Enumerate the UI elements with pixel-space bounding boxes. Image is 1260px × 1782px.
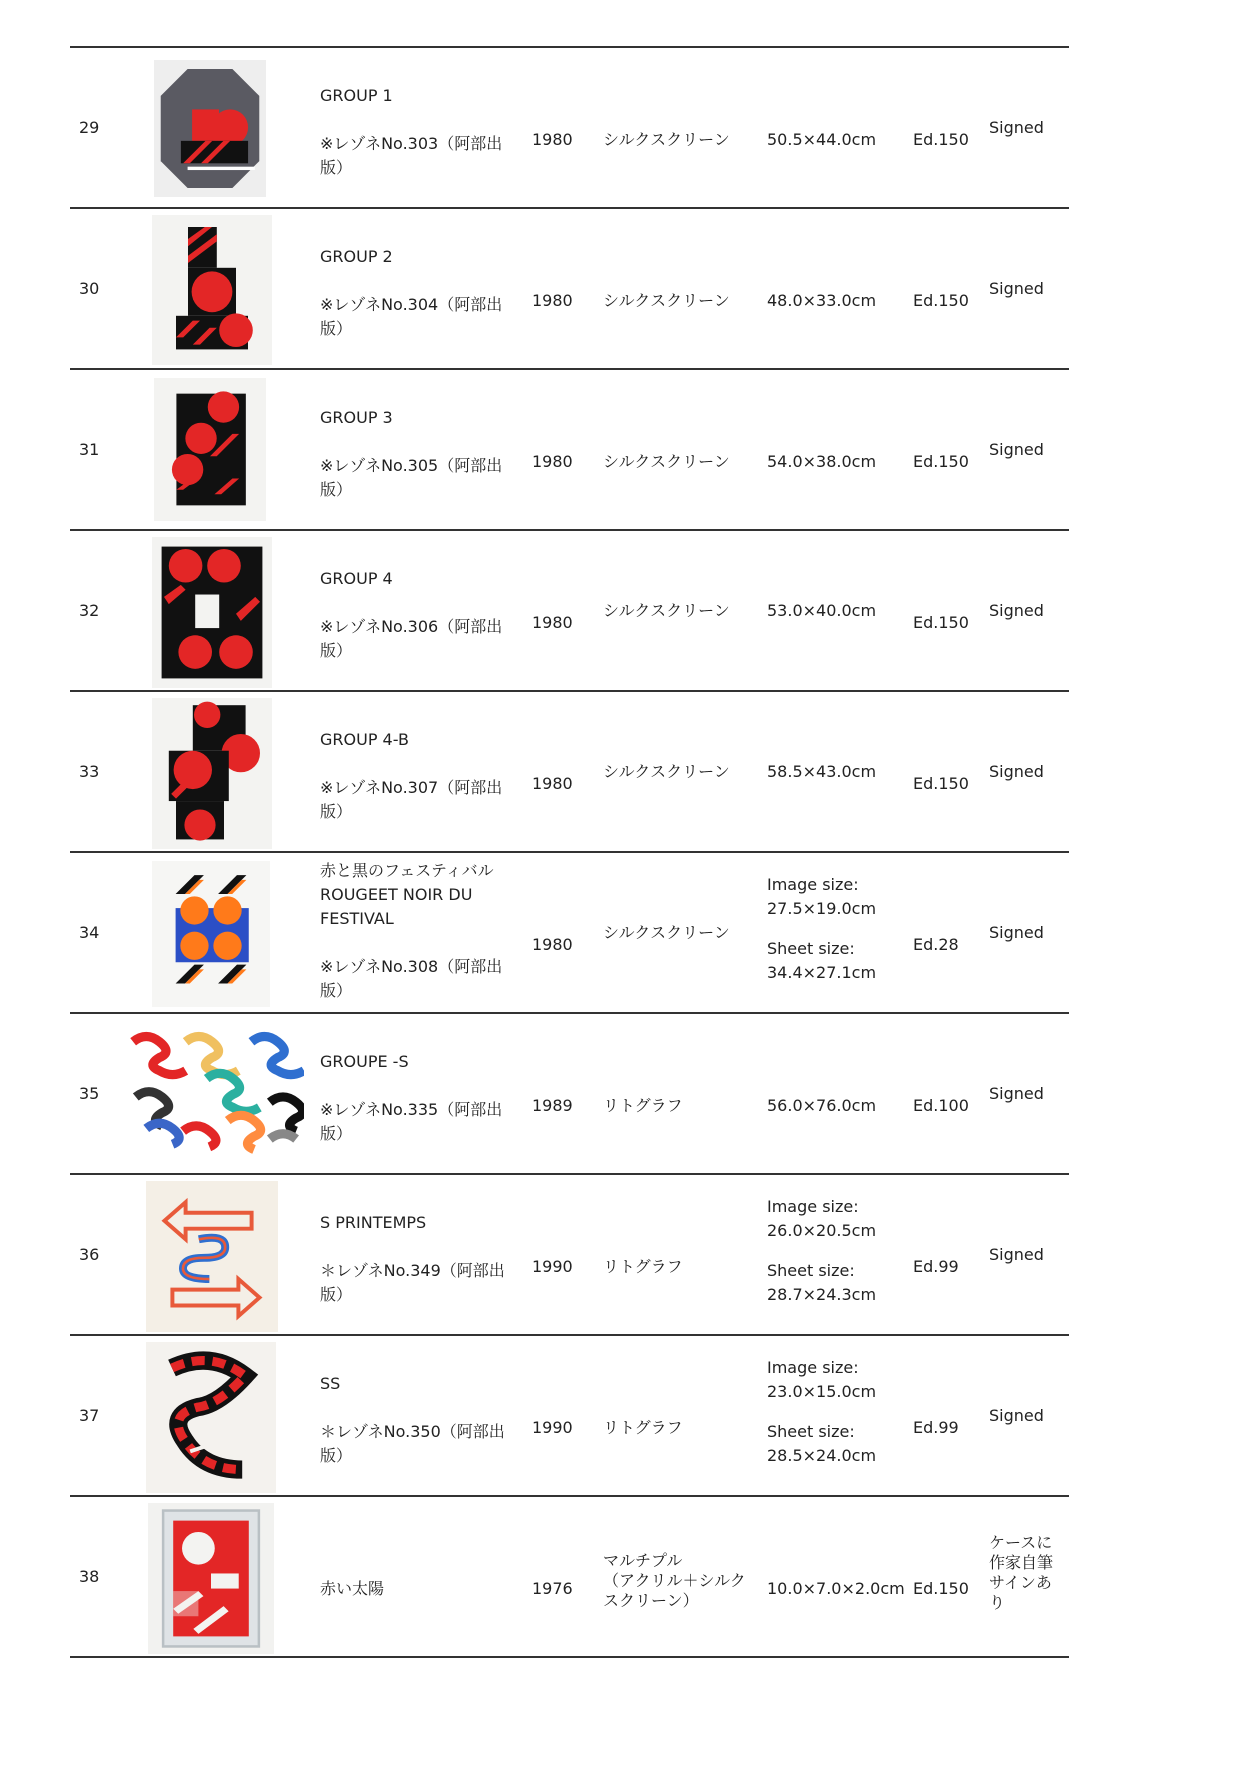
edition: Ed.150	[913, 1579, 969, 1598]
artwork-thumbnail	[146, 1181, 278, 1332]
technique-line: マルチプル	[603, 1551, 683, 1570]
year: 1976	[532, 1579, 573, 1598]
edition: Ed.28	[913, 935, 959, 954]
edition: Ed.150	[913, 774, 969, 793]
title-line: ROUGEET NOIR DU	[320, 885, 473, 904]
title-line: GROUP 4-B	[320, 730, 409, 749]
signature-note: Signed	[989, 601, 1044, 620]
title-spacer	[320, 430, 520, 454]
size-line: Image size:	[767, 1197, 859, 1216]
edition: Ed.150	[913, 452, 969, 471]
technique-line: シルクスクリーン	[603, 291, 730, 310]
artwork-title	[320, 567, 520, 663]
raisonne-reference: ※レゾネNo.304（阿部出版）	[320, 295, 503, 338]
technique-line: シルクスクリーン	[603, 762, 730, 781]
dimensions	[767, 289, 907, 313]
artwork-thumbnail	[148, 1503, 274, 1654]
row-number: 34	[79, 923, 100, 942]
dimensions	[767, 1195, 907, 1307]
table-row	[70, 209, 1069, 368]
artwork-title	[320, 1577, 520, 1601]
size-line: 48.0×33.0cm	[767, 291, 877, 310]
row-number: 37	[79, 1406, 100, 1425]
technique	[603, 760, 753, 784]
technique	[603, 599, 753, 623]
year: 1989	[532, 1096, 573, 1115]
raisonne-reference: ※レゾネNo.303（阿部出版）	[320, 134, 503, 177]
year: 1990	[532, 1257, 573, 1276]
artwork-title	[320, 859, 520, 1003]
technique	[603, 289, 753, 313]
size-spacer	[767, 921, 907, 937]
technique	[603, 1551, 753, 1611]
technique	[603, 450, 753, 474]
title-spacer	[320, 1074, 520, 1098]
title-line: 赤い太陽	[320, 1579, 385, 1598]
artwork-thumbnail	[120, 1026, 304, 1160]
raisonne-reference: ※レゾネNo.305（阿部出版）	[320, 456, 503, 499]
raisonne-reference: ※レゾネNo.335（阿部出版）	[320, 1100, 503, 1143]
table-row	[70, 1336, 1069, 1495]
raisonne-reference: ＊レゾネNo.350（阿部出版）	[320, 1422, 505, 1465]
dimensions	[767, 599, 907, 623]
artwork-title	[320, 728, 520, 824]
signature-note: Signed	[989, 440, 1044, 459]
size-line: Image size:	[767, 1358, 859, 1377]
technique	[603, 1255, 753, 1279]
technique-line: リトグラフ	[603, 1257, 683, 1276]
size-spacer	[767, 1243, 907, 1259]
technique-line: シルクスクリーン	[603, 130, 730, 149]
technique	[603, 1416, 753, 1440]
title-spacer	[320, 108, 520, 132]
edition: Ed.150	[913, 613, 969, 632]
artwork-thumbnail	[152, 537, 272, 688]
row-number: 31	[79, 440, 100, 459]
size-line: 28.5×24.0cm	[767, 1446, 877, 1465]
table-row	[70, 853, 1069, 1012]
artwork-thumbnail	[152, 861, 270, 1007]
year: 1980	[532, 452, 573, 471]
technique	[603, 128, 753, 152]
size-line: Sheet size:	[767, 1261, 855, 1280]
dimensions	[767, 1356, 907, 1468]
artwork-thumbnail	[154, 378, 266, 521]
table-row	[70, 48, 1069, 207]
table-row	[70, 1497, 1069, 1656]
year: 1980	[532, 291, 573, 310]
title-spacer	[320, 1235, 520, 1259]
dimensions	[767, 1577, 907, 1601]
row-number: 33	[79, 762, 100, 781]
table-row	[70, 370, 1069, 529]
signature-note: Signed	[989, 1084, 1044, 1103]
title-line: GROUPE -S	[320, 1052, 409, 1071]
raisonne-reference: ※レゾネNo.306（阿部出版）	[320, 617, 503, 660]
artwork-title	[320, 1050, 520, 1146]
title-spacer	[320, 752, 520, 776]
edition: Ed.100	[913, 1096, 969, 1115]
size-line: 34.4×27.1cm	[767, 963, 877, 982]
signature-note: Signed	[989, 118, 1044, 137]
dimensions	[767, 450, 907, 474]
year: 1990	[532, 1418, 573, 1437]
title-spacer	[320, 1396, 520, 1420]
title-line: GROUP 4	[320, 569, 393, 588]
size-line: 27.5×19.0cm	[767, 899, 877, 918]
artwork-title	[320, 406, 520, 502]
year: 1980	[532, 613, 573, 632]
technique-line: （アクリル＋シルク	[603, 1571, 746, 1590]
raisonne-reference: ＊レゾネNo.349（阿部出版）	[320, 1261, 505, 1304]
signature-note: ケースに作家自筆サインあり	[989, 1533, 1054, 1612]
dimensions	[767, 873, 907, 985]
row-number: 32	[79, 601, 100, 620]
size-line: 23.0×15.0cm	[767, 1382, 877, 1401]
year: 1980	[532, 130, 573, 149]
row-divider	[70, 1656, 1069, 1658]
size-line: 53.0×40.0cm	[767, 601, 877, 620]
size-line: 54.0×38.0cm	[767, 452, 877, 471]
edition: Ed.150	[913, 130, 969, 149]
dimensions	[767, 1094, 907, 1118]
artwork-thumbnail	[152, 698, 272, 849]
size-line: 28.7×24.3cm	[767, 1285, 877, 1304]
year: 1980	[532, 935, 573, 954]
title-spacer	[320, 931, 520, 955]
technique-line: シルクスクリーン	[603, 923, 730, 942]
artwork-thumbnail	[152, 215, 272, 365]
row-number: 30	[79, 279, 100, 298]
row-number: 38	[79, 1567, 100, 1586]
artwork-thumbnail	[154, 60, 266, 197]
technique	[603, 921, 753, 945]
edition: Ed.150	[913, 291, 969, 310]
technique-line: シルクスクリーン	[603, 452, 730, 471]
signature-note: Signed	[989, 923, 1044, 942]
table-row	[70, 531, 1069, 690]
title-line: FESTIVAL	[320, 909, 394, 928]
size-line: 50.5×44.0cm	[767, 130, 877, 149]
title-line: GROUP 2	[320, 247, 393, 266]
size-spacer	[767, 1404, 907, 1420]
signature-note: Signed	[989, 1406, 1044, 1425]
size-line: Sheet size:	[767, 1422, 855, 1441]
size-line: 56.0×76.0cm	[767, 1096, 877, 1115]
title-line: SS	[320, 1374, 341, 1393]
size-line: Sheet size:	[767, 939, 855, 958]
edition: Ed.99	[913, 1418, 959, 1437]
raisonne-reference: ※レゾネNo.308（阿部出版）	[320, 957, 503, 1000]
year: 1980	[532, 774, 573, 793]
title-line: 赤と黒のフェスティバル	[320, 861, 494, 880]
table-row	[70, 692, 1069, 851]
size-line: 26.0×20.5cm	[767, 1221, 877, 1240]
title-spacer	[320, 591, 520, 615]
signature-note: Signed	[989, 1245, 1044, 1264]
technique	[603, 1094, 753, 1118]
title-spacer	[320, 269, 520, 293]
artwork-title	[320, 245, 520, 341]
dimensions	[767, 128, 907, 152]
technique-line: シルクスクリーン	[603, 601, 730, 620]
raisonne-reference: ※レゾネNo.307（阿部出版）	[320, 778, 503, 821]
signature-note: Signed	[989, 279, 1044, 298]
technique-line: リトグラフ	[603, 1096, 683, 1115]
row-number: 35	[79, 1084, 100, 1103]
artwork-thumbnail	[146, 1342, 276, 1493]
artwork-title	[320, 1211, 520, 1307]
technique-line: スクリーン）	[603, 1591, 699, 1610]
title-line: S PRINTEMPS	[320, 1213, 427, 1232]
edition: Ed.99	[913, 1257, 959, 1276]
size-line: 10.0×7.0×2.0cm	[767, 1579, 905, 1598]
artwork-title	[320, 84, 520, 180]
row-number: 36	[79, 1245, 100, 1264]
signature-note: Signed	[989, 762, 1044, 781]
artwork-title	[320, 1372, 520, 1468]
title-line: GROUP 1	[320, 86, 393, 105]
technique-line: リトグラフ	[603, 1418, 683, 1437]
size-line: 58.5×43.0cm	[767, 762, 877, 781]
table-row	[70, 1014, 1069, 1173]
title-line: GROUP 3	[320, 408, 393, 427]
size-line: Image size:	[767, 875, 859, 894]
row-number: 29	[79, 118, 100, 137]
table-row	[70, 1175, 1069, 1334]
dimensions	[767, 760, 907, 784]
